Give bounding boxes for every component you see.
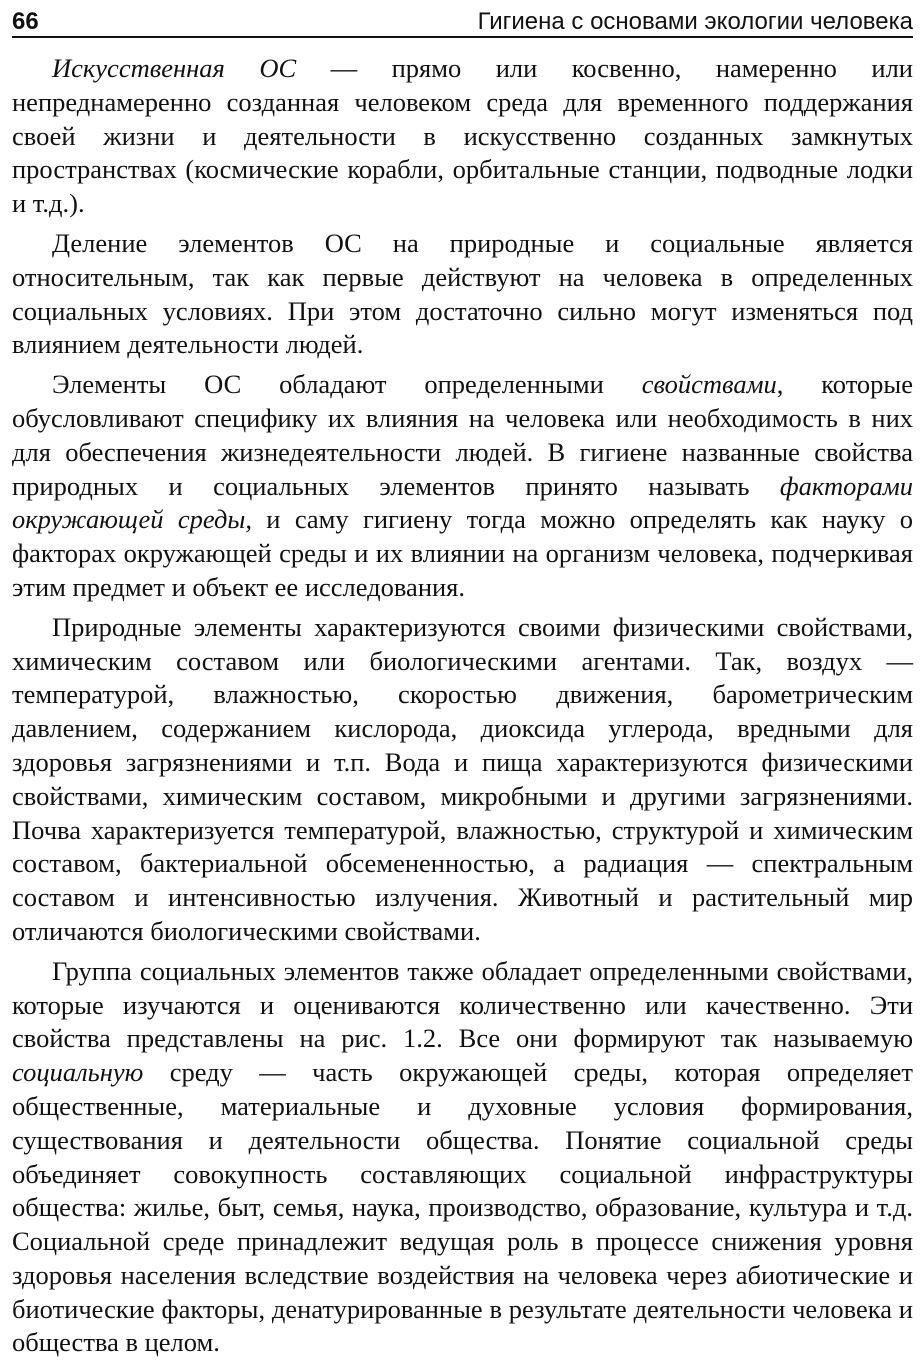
paragraph-environment-properties [12,368,913,605]
paragraph-text: среду — часть окружающей среды, которая определяет общественные, материальные и духовные условия формирования, существования и деятельности общества. Понятие социальной среды объединяет совокупность составляющих социальной инфраструктуры общества: жилье, быт, семья, наука, производство, образование, культура и т.д. Социальной среде принадлежит ведущая роль в процессе снижения уровня здоровья населения вследствие воздействия на человека через абиотические и биотические факторы, денатурированные в результате деятельности человека и общества в целом. [12,1057,913,1358]
term-social: социальную [12,1057,144,1088]
paragraph-text: — прямо или косвенно, намеренно или непреднамеренно созданная человеком среда для временного поддержания своей жизни и деятельности в искусственно созданных замкнутых пространствах (космические корабли, орбитальные станции, подводные лодки и т.д.). [12,53,913,219]
paragraph-artificial-environment [12,52,913,221]
paragraph-text: Природные элементы характеризуются своими физическими свойствами, химическим составом или биологическими агентами. Так, воздух — температурой, влажностью, скоростью движения, барометрическим давлением, содержанием кислорода, диоксида углерода, вредными для здоровья загрязнениями и т.п. Вода и пища характеризуются физическими свойствами, химическим составом, микробными и другими загрязнениями. Почва характеризуется температурой, влажностью, структурой и химическим составом, бактериальной обсемененностью, а радиация — спектральным составом и интенсивностью излучения. Животный и растительный мир отличаются биологическими свойствами. [12,611,913,946]
page-body [12,52,913,1360]
paragraph-text: и саму гигиену тогда можно определять как науку о факторах окружающей среды и их влиянии на организм человека, подчеркивая этим предмет и объект ее исследования. [12,504,913,602]
term-properties: свойствами [641,369,777,400]
paragraph-social-elements [12,955,913,1361]
term-artificial-environment: Искусственная ОС [52,53,297,83]
term-environmental-factors: факторами окружающей среды, [12,470,913,535]
page-header [12,6,913,38]
paragraph-natural-elements [12,611,913,949]
paragraph-text: , которые обусловливают специфику их влияния на человека или необходимость в них для обеспечения жизнедеятельности людей. В гигиене названные свойства природных и социальных элементов принято называть [12,369,913,501]
paragraph-text: Деление элементов ОС на природные и социальные является относительным, так как первые действуют на человека в определенных социальных условиях. При этом достаточно сильно могут изменяться под влиянием деятельности людей. [12,227,913,360]
paragraph-text: Группа социальных элементов также обладает определенными свойствами, которые изучаются и оцениваются количественно или качественно. Эти свойства представлены на рис. 1.2. Все они формируют так называемую [12,955,913,1054]
page-number: 66 [12,8,39,35]
running-title: Гигиена с основами экологии человека [477,8,913,35]
paragraph-division-of-elements [12,227,913,362]
paragraph-text: Элементы ОС обладают определенными [52,369,642,400]
